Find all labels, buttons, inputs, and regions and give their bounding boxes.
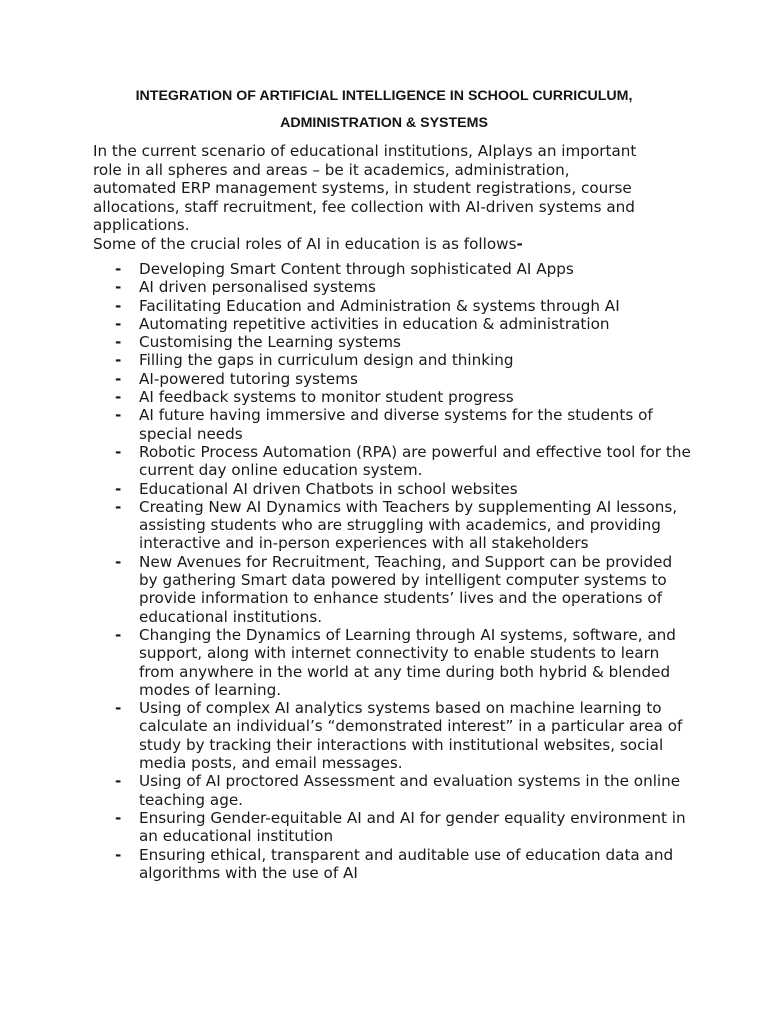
list-item xyxy=(93,333,693,351)
list-item xyxy=(93,278,693,296)
bullet-dash: - xyxy=(115,278,122,297)
list-item-text: Ensuring Gender-equitable AI and AI for gender equality environment in an educational institution xyxy=(139,808,686,846)
list-item xyxy=(93,443,693,480)
list-item-text: Using of AI proctored Assessment and evaluation systems in the online teaching age. xyxy=(139,772,681,809)
list-item xyxy=(93,370,693,388)
list-item xyxy=(93,846,693,883)
list-item xyxy=(93,315,693,333)
list-item-text: Developing Smart Content through sophisticated AI Apps xyxy=(139,260,574,278)
list-item-text: Changing the Dynamics of Learning through AI systems, software, and support, along with internet connectivity to enable students to learn from anywhere in the world at any time during both hybrid & blended modes of learning. xyxy=(139,625,676,699)
bullet-dash: - xyxy=(115,333,122,352)
roles-intro-dash: - xyxy=(516,234,523,253)
list-item xyxy=(93,388,693,406)
list-item-text: Ensuring ethical, transparent and auditable use of education data and algorithms with the use of AI xyxy=(139,845,674,882)
document-title-line-2: ADMINISTRATION & SYSTEMS xyxy=(280,115,488,131)
bullet-dash: - xyxy=(115,369,122,388)
list-item-text: Educational AI driven Chatbots in school websites xyxy=(139,479,518,498)
list-item xyxy=(93,772,693,809)
list-item-text: Filling the gaps in curriculum design and thinking xyxy=(139,351,514,370)
bullet-dash: - xyxy=(115,296,122,315)
intro-paragraph: In the current scenario of educational institutions, AIplays an important role in all spheres and areas – be it academics, administration, automated ERP management systems, in student registrations, course allocations, staff recruitment, fee collection with AI-driven systems and applications. xyxy=(93,142,637,234)
document-body xyxy=(93,142,653,253)
bullet-dash: - xyxy=(115,388,122,407)
list-item-text: New Avenues for Recruitment, Teaching, and Support can be provided by gathering Smart data powered by intelligent computer systems to provide information to enhance students’ lives and the operations of educational institutions. xyxy=(139,552,673,626)
bullet-dash: - xyxy=(115,772,122,791)
list-item-text: Creating New AI Dynamics with Teachers by supplementing AI lessons, assisting students who are struggling with academics, and providing interactive and in-person experiences with all stakeholders xyxy=(139,497,678,553)
list-item-text: AI driven personalised systems xyxy=(139,278,376,297)
roles-list xyxy=(93,260,693,882)
list-item-text: Robotic Process Automation (RPA) are powerful and effective tool for the current day online education system. xyxy=(139,442,691,480)
list-item xyxy=(93,260,693,278)
document-title-line-1: INTEGRATION OF ARTIFICIAL INTELLIGENCE IN SCHOOL CURRICULUM, xyxy=(135,88,633,104)
list-item-text: Using of complex AI analytics systems based on machine learning to calculate an individual’s “demonstrated interest” in a particular area of study by tracking their interactions with institutional websites, social media posts, and email messages. xyxy=(139,699,683,773)
bullet-dash: - xyxy=(115,351,122,370)
list-item-text: AI-powered tutoring systems xyxy=(139,369,358,388)
bullet-dash: - xyxy=(115,699,122,718)
bullet-dash: - xyxy=(115,625,122,644)
list-item-text: Facilitating Education and Administration & systems through AI xyxy=(139,296,620,315)
list-item xyxy=(93,406,693,443)
bullet-dash: - xyxy=(115,406,122,425)
list-item xyxy=(93,809,693,846)
bullet-dash: - xyxy=(115,260,122,278)
roles-intro xyxy=(93,235,653,254)
list-item xyxy=(93,498,693,553)
list-item xyxy=(93,297,693,315)
list-item xyxy=(93,626,693,699)
bullet-dash: - xyxy=(115,808,122,827)
list-item-text: AI feedback systems to monitor student progress xyxy=(139,388,514,407)
list-item xyxy=(93,351,693,369)
bullet-dash: - xyxy=(115,479,122,498)
list-item-text: Automating repetitive activities in education & administration xyxy=(139,314,610,333)
bullet-dash: - xyxy=(115,552,122,571)
list-item-text: AI future having immersive and diverse systems for the students of special needs xyxy=(139,406,653,443)
bullet-dash: - xyxy=(115,442,122,461)
list-item xyxy=(93,480,693,498)
list-item xyxy=(93,699,693,772)
bullet-dash: - xyxy=(115,497,122,516)
roles-intro-text: Some of the crucial roles of AI in education is as follows xyxy=(93,234,517,253)
list-item-text: Customising the Learning systems xyxy=(139,333,401,352)
list-item xyxy=(93,553,693,626)
bullet-dash: - xyxy=(115,845,122,864)
bullet-dash: - xyxy=(115,314,122,333)
